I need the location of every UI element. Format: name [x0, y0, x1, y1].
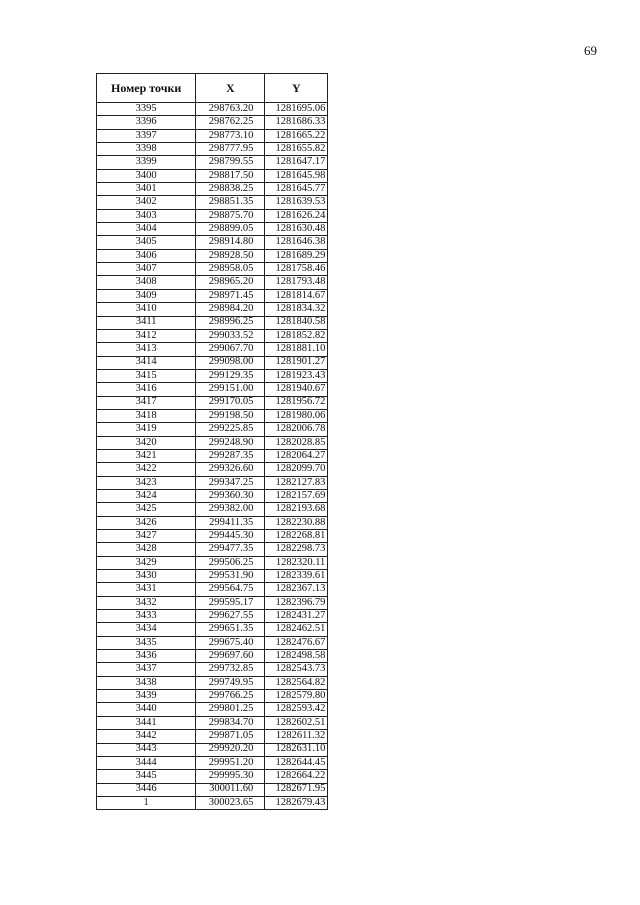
y-coordinate-cell: 1282671.95: [265, 783, 328, 796]
point-number-cell: 3438: [97, 676, 196, 689]
point-number-cell: 3436: [97, 650, 196, 663]
point-number-cell: 3421: [97, 449, 196, 462]
table-row: [97, 209, 328, 222]
y-coordinate-cell: 1282631.10: [265, 743, 328, 756]
point-number-cell: 3424: [97, 489, 196, 502]
table-row: [97, 129, 328, 142]
x-coordinate-cell: 298875.70: [196, 209, 265, 222]
y-coordinate-cell: 1282462.51: [265, 623, 328, 636]
x-coordinate-cell: 299766.25: [196, 690, 265, 703]
table-row: [97, 543, 328, 556]
x-coordinate-cell: 298773.10: [196, 129, 265, 142]
table-row: [97, 263, 328, 276]
table-row: [97, 556, 328, 569]
x-coordinate-cell: 299951.20: [196, 756, 265, 769]
y-coordinate-cell: 1282543.73: [265, 663, 328, 676]
table-row: [97, 796, 328, 809]
table-row: [97, 369, 328, 382]
point-number-cell: 3413: [97, 343, 196, 356]
y-coordinate-cell: 1282157.69: [265, 489, 328, 502]
coordinates-table: [96, 73, 328, 810]
point-number-cell: 3446: [97, 783, 196, 796]
y-coordinate-cell: 1281695.06: [265, 103, 328, 116]
y-coordinate-cell: 1282320.11: [265, 556, 328, 569]
table-row: [97, 436, 328, 449]
point-number-cell: 3427: [97, 530, 196, 543]
table-row: [97, 169, 328, 182]
y-coordinate-cell: 1281923.43: [265, 369, 328, 382]
table-row: [97, 143, 328, 156]
table-row: [97, 783, 328, 796]
point-number-cell: 3440: [97, 703, 196, 716]
x-coordinate-cell: 299151.00: [196, 383, 265, 396]
x-coordinate-cell: 299225.85: [196, 423, 265, 436]
x-coordinate-cell: 299445.30: [196, 530, 265, 543]
table-row: [97, 276, 328, 289]
point-number-cell: 3408: [97, 276, 196, 289]
point-number-cell: 3437: [97, 663, 196, 676]
table-row: [97, 489, 328, 502]
x-coordinate-cell: 299595.17: [196, 596, 265, 609]
table-row: [97, 183, 328, 196]
point-number-cell: 3409: [97, 289, 196, 302]
x-coordinate-cell: 300023.65: [196, 796, 265, 809]
y-coordinate-cell: 1282367.13: [265, 583, 328, 596]
point-number-cell: 3397: [97, 129, 196, 142]
y-coordinate-cell: 1281655.82: [265, 143, 328, 156]
table-header-row: [97, 74, 328, 103]
y-coordinate-cell: 1281881.10: [265, 343, 328, 356]
point-number-cell: 3435: [97, 636, 196, 649]
y-coordinate-cell: 1282064.27: [265, 449, 328, 462]
x-coordinate-cell: 299697.60: [196, 650, 265, 663]
y-coordinate-cell: 1281901.27: [265, 356, 328, 369]
x-coordinate-cell: 299801.25: [196, 703, 265, 716]
table-row: [97, 663, 328, 676]
point-number-cell: 3396: [97, 116, 196, 129]
table-row: [97, 463, 328, 476]
x-coordinate-cell: 299675.40: [196, 636, 265, 649]
y-coordinate-cell: 1281646.38: [265, 236, 328, 249]
point-number-cell: 3401: [97, 183, 196, 196]
x-coordinate-cell: 298763.20: [196, 103, 265, 116]
x-coordinate-cell: 299347.25: [196, 476, 265, 489]
y-coordinate-cell: 1281852.82: [265, 329, 328, 342]
point-number-cell: 3405: [97, 236, 196, 249]
y-coordinate-cell: 1281665.22: [265, 129, 328, 142]
y-coordinate-cell: 1282268.81: [265, 530, 328, 543]
table-row: [97, 570, 328, 583]
point-number-cell: 3412: [97, 329, 196, 342]
x-coordinate-cell: 298914.80: [196, 236, 265, 249]
x-coordinate-cell: 299871.05: [196, 730, 265, 743]
table-row: [97, 103, 328, 116]
table-row: [97, 383, 328, 396]
y-coordinate-cell: 1282028.85: [265, 436, 328, 449]
point-number-cell: 3417: [97, 396, 196, 409]
table-row: [97, 503, 328, 516]
table-row: [97, 476, 328, 489]
table-row: [97, 249, 328, 262]
point-number-cell: 3425: [97, 503, 196, 516]
y-coordinate-cell: 1282564.82: [265, 676, 328, 689]
table-row: [97, 409, 328, 422]
table-row: [97, 596, 328, 609]
y-coordinate-cell: 1282396.79: [265, 596, 328, 609]
point-number-cell: 3419: [97, 423, 196, 436]
x-coordinate-cell: 299651.35: [196, 623, 265, 636]
point-number-cell: 3420: [97, 436, 196, 449]
point-number-cell: 3426: [97, 516, 196, 529]
point-number-cell: 3442: [97, 730, 196, 743]
column-header-x: X: [196, 74, 265, 103]
x-coordinate-cell: 299995.30: [196, 770, 265, 783]
x-coordinate-cell: 298817.50: [196, 169, 265, 182]
x-coordinate-cell: 299067.70: [196, 343, 265, 356]
table-row: [97, 356, 328, 369]
table-row: [97, 329, 328, 342]
point-number-cell: 3398: [97, 143, 196, 156]
y-coordinate-cell: 1282230.88: [265, 516, 328, 529]
x-coordinate-cell: 300011.60: [196, 783, 265, 796]
point-number-cell: 3444: [97, 756, 196, 769]
x-coordinate-cell: 299834.70: [196, 716, 265, 729]
x-coordinate-cell: 299248.90: [196, 436, 265, 449]
x-coordinate-cell: 298958.05: [196, 263, 265, 276]
x-coordinate-cell: 299506.25: [196, 556, 265, 569]
table-row: [97, 116, 328, 129]
point-number-cell: 3414: [97, 356, 196, 369]
point-number-cell: 3445: [97, 770, 196, 783]
point-number-cell: 3432: [97, 596, 196, 609]
table-row: [97, 676, 328, 689]
y-coordinate-cell: 1281814.67: [265, 289, 328, 302]
table-row: [97, 716, 328, 729]
point-number-cell: 3411: [97, 316, 196, 329]
point-number-cell: 3430: [97, 570, 196, 583]
table-row: [97, 743, 328, 756]
point-number-cell: 3431: [97, 583, 196, 596]
y-coordinate-cell: 1282498.58: [265, 650, 328, 663]
point-number-cell: 3415: [97, 369, 196, 382]
table-row: [97, 756, 328, 769]
point-number-cell: 3443: [97, 743, 196, 756]
x-coordinate-cell: 299531.90: [196, 570, 265, 583]
table-row: [97, 156, 328, 169]
y-coordinate-cell: 1282099.70: [265, 463, 328, 476]
table-row: [97, 730, 328, 743]
y-coordinate-cell: 1281645.77: [265, 183, 328, 196]
y-coordinate-cell: 1282006.78: [265, 423, 328, 436]
y-coordinate-cell: 1282679.43: [265, 796, 328, 809]
y-coordinate-cell: 1282298.73: [265, 543, 328, 556]
point-number-cell: 3423: [97, 476, 196, 489]
x-coordinate-cell: 299198.50: [196, 409, 265, 422]
x-coordinate-cell: 299360.30: [196, 489, 265, 502]
y-coordinate-cell: 1282664.22: [265, 770, 328, 783]
y-coordinate-cell: 1282127.83: [265, 476, 328, 489]
x-coordinate-cell: 299920.20: [196, 743, 265, 756]
point-number-cell: 3403: [97, 209, 196, 222]
x-coordinate-cell: 299170.05: [196, 396, 265, 409]
y-coordinate-cell: 1282431.27: [265, 610, 328, 623]
x-coordinate-cell: 298928.50: [196, 249, 265, 262]
table-body: [97, 103, 328, 810]
point-number-cell: 3416: [97, 383, 196, 396]
table-row: [97, 583, 328, 596]
point-number-cell: 1: [97, 796, 196, 809]
table-row: [97, 610, 328, 623]
y-coordinate-cell: 1281956.72: [265, 396, 328, 409]
column-header-y: Y: [265, 74, 328, 103]
column-header-point-number: Номер точки: [97, 74, 196, 103]
point-number-cell: 3402: [97, 196, 196, 209]
x-coordinate-cell: 298777.95: [196, 143, 265, 156]
y-coordinate-cell: 1282602.51: [265, 716, 328, 729]
point-number-cell: 3400: [97, 169, 196, 182]
table-row: [97, 223, 328, 236]
x-coordinate-cell: 299098.00: [196, 356, 265, 369]
x-coordinate-cell: 298838.25: [196, 183, 265, 196]
point-number-cell: 3433: [97, 610, 196, 623]
table-row: [97, 343, 328, 356]
table-row: [97, 703, 328, 716]
y-coordinate-cell: 1281645.98: [265, 169, 328, 182]
y-coordinate-cell: 1281940.67: [265, 383, 328, 396]
x-coordinate-cell: 299129.35: [196, 369, 265, 382]
table-row: [97, 650, 328, 663]
y-coordinate-cell: 1281626.24: [265, 209, 328, 222]
point-number-cell: 3410: [97, 303, 196, 316]
x-coordinate-cell: 298996.25: [196, 316, 265, 329]
x-coordinate-cell: 298851.35: [196, 196, 265, 209]
x-coordinate-cell: 298762.25: [196, 116, 265, 129]
y-coordinate-cell: 1282476.67: [265, 636, 328, 649]
x-coordinate-cell: 298984.20: [196, 303, 265, 316]
y-coordinate-cell: 1281834.32: [265, 303, 328, 316]
y-coordinate-cell: 1282593.42: [265, 703, 328, 716]
table-row: [97, 623, 328, 636]
point-number-cell: 3441: [97, 716, 196, 729]
x-coordinate-cell: 299411.35: [196, 516, 265, 529]
table-row: [97, 196, 328, 209]
point-number-cell: 3407: [97, 263, 196, 276]
x-coordinate-cell: 299287.35: [196, 449, 265, 462]
point-number-cell: 3429: [97, 556, 196, 569]
x-coordinate-cell: 299749.95: [196, 676, 265, 689]
table-row: [97, 303, 328, 316]
table-row: [97, 316, 328, 329]
x-coordinate-cell: 299732.85: [196, 663, 265, 676]
x-coordinate-cell: 299033.52: [196, 329, 265, 342]
y-coordinate-cell: 1282611.32: [265, 730, 328, 743]
page-number: 69: [584, 43, 597, 58]
y-coordinate-cell: 1281758.46: [265, 263, 328, 276]
y-coordinate-cell: 1281686.33: [265, 116, 328, 129]
table-row: [97, 516, 328, 529]
point-number-cell: 3434: [97, 623, 196, 636]
x-coordinate-cell: 299326.60: [196, 463, 265, 476]
y-coordinate-cell: 1282644.45: [265, 756, 328, 769]
table-row: [97, 423, 328, 436]
point-number-cell: 3399: [97, 156, 196, 169]
x-coordinate-cell: 299477.35: [196, 543, 265, 556]
point-number-cell: 3404: [97, 223, 196, 236]
y-coordinate-cell: 1282339.61: [265, 570, 328, 583]
x-coordinate-cell: 298971.45: [196, 289, 265, 302]
table-row: [97, 690, 328, 703]
x-coordinate-cell: 298799.55: [196, 156, 265, 169]
y-coordinate-cell: 1281689.29: [265, 249, 328, 262]
table-row: [97, 396, 328, 409]
y-coordinate-cell: 1281639.53: [265, 196, 328, 209]
y-coordinate-cell: 1281840.58: [265, 316, 328, 329]
y-coordinate-cell: 1281793.48: [265, 276, 328, 289]
y-coordinate-cell: 1282193.68: [265, 503, 328, 516]
x-coordinate-cell: 298965.20: [196, 276, 265, 289]
table-row: [97, 449, 328, 462]
x-coordinate-cell: 299564.75: [196, 583, 265, 596]
point-number-cell: 3406: [97, 249, 196, 262]
x-coordinate-cell: 298899.05: [196, 223, 265, 236]
point-number-cell: 3439: [97, 690, 196, 703]
table-row: [97, 236, 328, 249]
y-coordinate-cell: 1281630.48: [265, 223, 328, 236]
point-number-cell: 3422: [97, 463, 196, 476]
y-coordinate-cell: 1281647.17: [265, 156, 328, 169]
point-number-cell: 3418: [97, 409, 196, 422]
y-coordinate-cell: 1282579.80: [265, 690, 328, 703]
table-row: [97, 289, 328, 302]
table-row: [97, 770, 328, 783]
table-row: [97, 636, 328, 649]
table-row: [97, 530, 328, 543]
y-coordinate-cell: 1281980.06: [265, 409, 328, 422]
x-coordinate-cell: 299627.55: [196, 610, 265, 623]
x-coordinate-cell: 299382.00: [196, 503, 265, 516]
point-number-cell: 3395: [97, 103, 196, 116]
point-number-cell: 3428: [97, 543, 196, 556]
